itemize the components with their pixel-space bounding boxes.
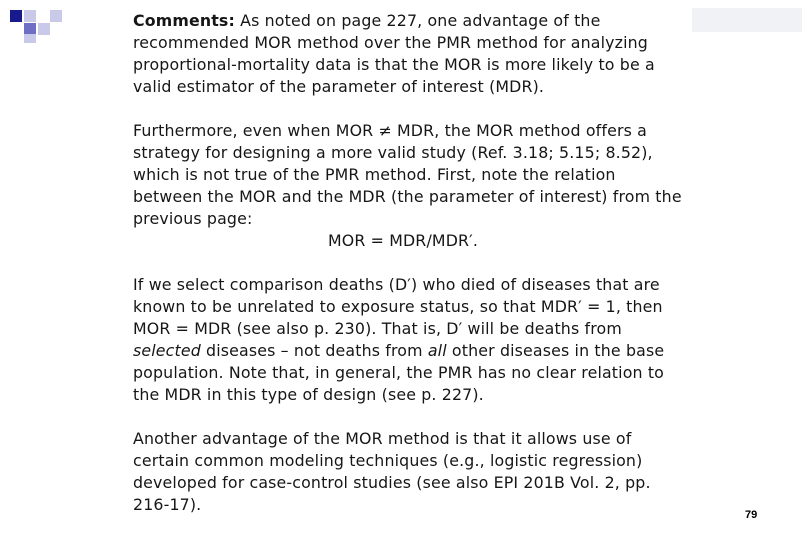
italic-text: all — [427, 341, 447, 360]
text-line: developed for case-control studies (see also EPI 201B Vol. 2, pp. — [133, 473, 651, 492]
text-line: valid estimator of the parameter of interest (MDR). — [133, 77, 545, 96]
equation: MOR = MDR/MDR′. — [328, 231, 479, 250]
text-line: Furthermore, even when MOR ≠ MDR, the MOR method offers a — [133, 121, 647, 140]
comments-heading: Comments: — [133, 11, 235, 30]
paragraph-comparison-deaths — [133, 274, 713, 406]
text-line: certain common modeling techniques (e.g., logistic regression) — [133, 451, 643, 470]
page-number: 79 — [745, 509, 758, 521]
text-line: Another advantage of the MOR method is that it allows use of — [133, 429, 632, 448]
text-segment: other diseases in the base — [446, 341, 665, 360]
text-line: population. Note that, in general, the PMR has no clear relation to — [133, 363, 664, 382]
text-line: recommended MOR method over the PMR method for analyzing — [133, 33, 648, 52]
paragraph-furthermore — [133, 120, 713, 252]
text-line — [133, 340, 713, 362]
text-line: 216-17). — [133, 495, 202, 514]
italic-text: selected — [133, 341, 201, 360]
paragraph-comments — [133, 10, 713, 98]
text-line: strategy for designing a more valid study (Ref. 3.18; 5.15; 8.52), — [133, 143, 653, 162]
corner-squares-icon — [0, 0, 90, 45]
text-segment: As noted on page 227, one advantage of the — [234, 11, 601, 30]
text-line: which is not true of the PMR method. First, note the relation — [133, 165, 616, 184]
text-line — [133, 10, 713, 32]
text-line: If we select comparison deaths (D′) who died of diseases that are — [133, 275, 660, 294]
scanned-document — [133, 10, 713, 538]
text-segment: diseases – not deaths from — [200, 341, 428, 360]
text-line: between the MOR and the MDR (the parameter of interest) from the — [133, 187, 682, 206]
text-line: the MDR in this type of design (see p. 227). — [133, 385, 484, 404]
text-line: known to be unrelated to exposure status, so that MDR′ = 1, then — [133, 297, 663, 316]
text-line: previous page: — [133, 209, 253, 228]
paragraph-another-advantage — [133, 428, 713, 516]
text-line: MOR = MDR (see also p. 230). That is, D′ will be deaths from — [133, 319, 622, 338]
text-line: proportional-mortality data is that the MOR is more likely to be a — [133, 55, 655, 74]
